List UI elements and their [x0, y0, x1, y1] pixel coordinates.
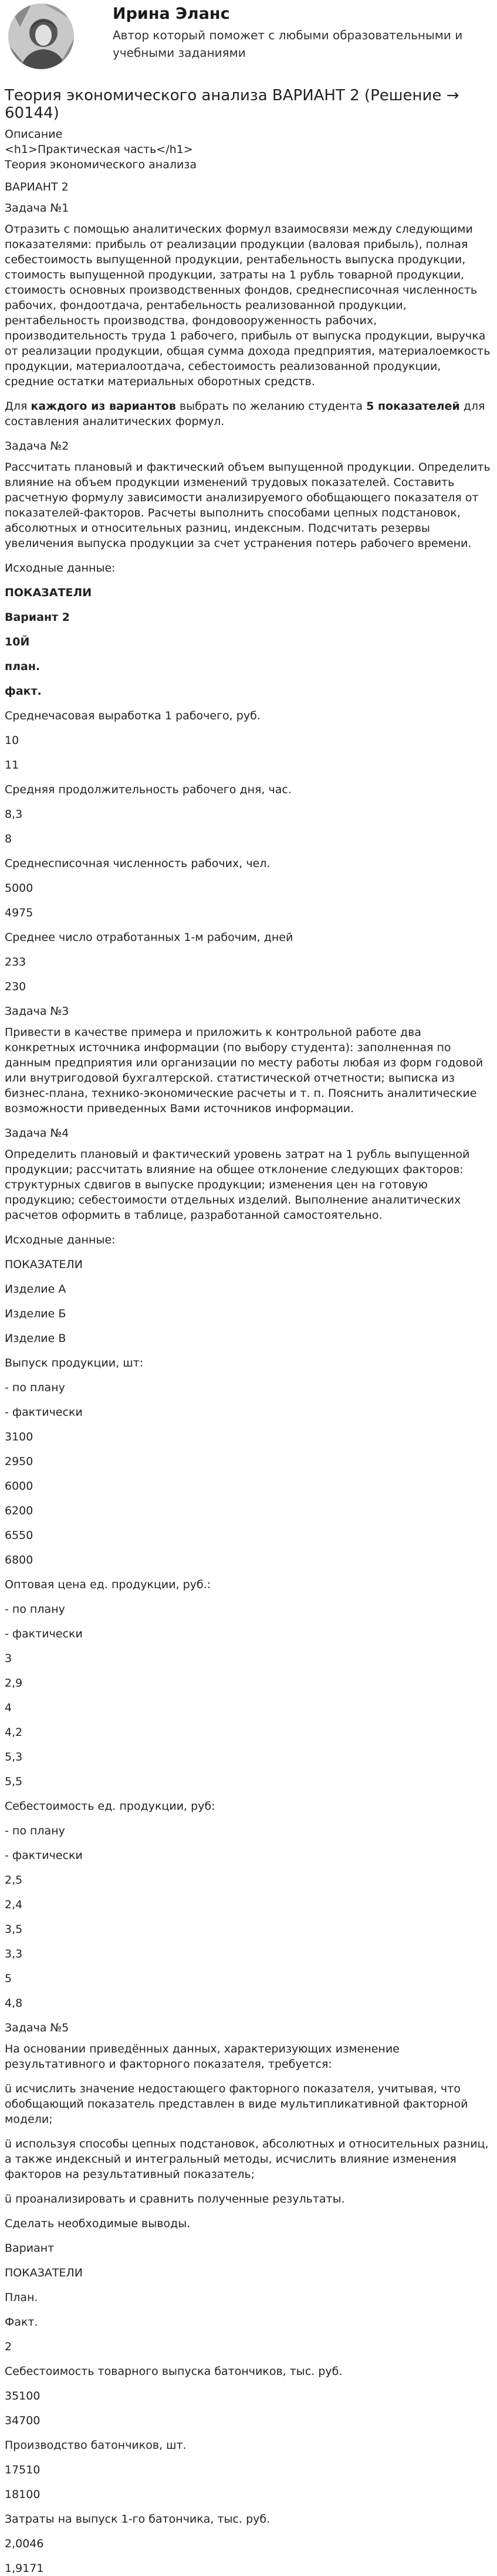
table-cell-plan: 233	[5, 956, 26, 968]
page-title: Теория экономического анализа ВАРИАНТ 2 (Решение → 60144)	[5, 87, 459, 122]
task-2-source-label: Исходные данные:	[5, 562, 116, 575]
task-5-label: Задача №5	[5, 2021, 69, 2034]
group-fact-label: - фактически	[5, 1406, 83, 1419]
author-avatar[interactable]	[8, 4, 74, 69]
table-header-variant: Вариант	[5, 2242, 55, 2255]
description-label: Описание	[5, 128, 63, 141]
task-3-label: Задача №3	[5, 1005, 69, 1018]
subject-title: Теория экономического анализа	[5, 158, 197, 171]
table-cell: 3,5	[5, 1923, 23, 1936]
author-card	[5, 0, 492, 75]
table-cell: 2950	[5, 1455, 33, 1468]
table-cell: 3100	[5, 1430, 33, 1443]
table-cell-plan: 8,3	[5, 808, 23, 821]
table-variant-number: 2	[5, 2340, 12, 2353]
group-title: Оптовая цена ед. продукции, руб.:	[5, 1578, 211, 1591]
table-cell-fact: 230	[5, 980, 26, 993]
group-plan-label: - по плану	[5, 1381, 65, 1394]
table-row-name: Себестоимость товарного выпуска батончиков, тыс. руб.	[5, 2365, 343, 2378]
task-5-conclusion: Сделать необходимые выводы.	[5, 2217, 191, 2230]
table-cell-fact: 18100	[5, 2488, 40, 2501]
table-cell: 4,8	[5, 1997, 23, 2010]
table-cell: 3	[5, 1652, 12, 1665]
author-info	[113, 4, 465, 62]
table-cell: 4,2	[5, 1726, 23, 1739]
table-cell-fact: 8	[5, 832, 12, 845]
table-cell: 2,9	[5, 1677, 23, 1690]
task-3-text: Привести в качестве примера и приложить к контрольной работе два конкретных источника информации (по выбору студента): заполненная по данным предприятия или организации по месту работы любая из форм годовой или внутригодовой бухгалтерской. статистической отчетности; выписка из бизнес-плана, технико-экономические расчеты и т. п. Пояснить аналитические возможности приведенных Вами источников информации.	[5, 1026, 484, 1115]
table-row-name: Среднечасовая выработка 1 рабочего, руб.	[5, 709, 261, 722]
table-header-plan: План.	[5, 2291, 38, 2304]
group-plan-label: - по плану	[5, 1824, 65, 1837]
table-header-fact: факт.	[5, 685, 42, 698]
raw-heading-text: <h1>Практическая часть</h1>	[5, 143, 193, 156]
table-cell-plan: 10	[5, 734, 19, 747]
table-cell-fact: 11	[5, 759, 19, 772]
table-header-indicators: ПОКАЗАТЕЛИ	[5, 1258, 83, 1271]
table-header-plan: план.	[5, 660, 40, 673]
task-4-label: Задача №4	[5, 1127, 69, 1140]
table-header-indicators: ПОКАЗАТЕЛИ	[5, 586, 92, 599]
table-cell: 4	[5, 1701, 12, 1714]
table-cell: 6000	[5, 1480, 33, 1493]
table-header-variant: Вариант 2	[5, 611, 70, 624]
product-label: Изделие А	[5, 1283, 66, 1296]
table-row-name: Производство батончиков, шт.	[5, 2439, 187, 2452]
task-5-item: ü проанализировать и сравнить полученные результаты.	[5, 2193, 345, 2205]
table-cell-fact: 4975	[5, 906, 33, 919]
product-label: Изделие Б	[5, 1307, 66, 1320]
group-title: Выпуск продукции, шт:	[5, 1357, 144, 1369]
table-cell: 6550	[5, 1529, 33, 1542]
task-1-text: Отразить с помощью аналитических формул взаимосвязи между следующими показателями: прибыль от реализации продукции (валовая прибыль), полная себестоимость выпущенной продукции, рентабельность выпуска продукции, стоимость выпущенной продукции, затраты на 1 рубль товарной продукции, стоимость основных производственных фондов, среднесписочная численность рабочих, фондоотдача, рентабельность реализованной продукции, рентабельность производства, фондовооруженность рабочих, производительность труда 1 рабочего, прибыль от выпуска продукции, выручка от реализации продукции, общая сумма дохода предприятия, материалоемкость продукции, материалоотдача, себестоимость реализованной продукции, средние остатки материальных оборотных средств.	[5, 223, 491, 388]
author-description: Автор который поможет с любыми образовательными и учебными заданиями	[113, 28, 463, 60]
task-4-text: Определить плановый и фактический уровень затрат на 1 рубль выпущенной продукции; рассчитать влияние на общее отклонение следующих факторов: структурных сдвигов в выпуске продукции; изменения цен на готовую продукцию; себестоимости отдельных изделий. Выполнение аналитических расчетов оформить в таблице, разработанной самостоятельно.	[5, 1148, 470, 1222]
table-row-name: Средняя продолжительность рабочего дня, час.	[5, 783, 292, 796]
task-1-label: Задача №1	[5, 202, 69, 215]
group-fact-label: - фактически	[5, 1627, 83, 1640]
variant-label: ВАРИАНТ 2	[5, 181, 69, 193]
task-4-source-label: Исходные данные:	[5, 1233, 116, 1246]
table-header-10y: 10Й	[5, 635, 30, 648]
table-cell: 2,4	[5, 1898, 23, 1911]
table-cell: 5,5	[5, 1775, 23, 1788]
table-header-fact: Факт.	[5, 2316, 38, 2329]
task-5-item: ü исчислить значение недостающего факторного показателя, учитывая, что обобщающий показатель представлен в виде мультипликативной факторной модели;	[5, 2082, 468, 2126]
avatar-image-icon	[8, 4, 74, 69]
table-row-name: Среднесписочная численность рабочих, чел.	[5, 857, 271, 870]
table-cell-plan: 17510	[5, 2463, 40, 2476]
author-name[interactable]: Ирина Эланс	[113, 5, 230, 23]
group-plan-label: - по плану	[5, 1603, 65, 1616]
table-cell: 5,3	[5, 1751, 23, 1763]
task-2-label: Задача №2	[5, 440, 69, 453]
table-cell-plan: 2,0046	[5, 2537, 44, 2550]
table-cell-plan: 35100	[5, 2390, 40, 2402]
table-cell-fact: 34700	[5, 2414, 40, 2427]
table-cell: 5	[5, 1972, 12, 1985]
group-fact-label: - фактически	[5, 1849, 83, 1862]
table-cell-plan: 5000	[5, 882, 33, 895]
task-2-text: Рассчитать плановый и фактический объем выпущенной продукции. Определить влияние на объем продукции изменений трудовых показателей. Составить расчетную формулу зависимости анализируемого обобщающего показателя от показателей-факторов. Расчеты выполнить способами цепных подстановок, абсолютных и относительных разниц, индексным. Подсчитать резервы увеличения выпуска продукции за счет устранения потерь рабочего времени.	[5, 461, 491, 550]
table-row-name: Среднее число отработанных 1-м рабочим, дней	[5, 931, 293, 944]
table-cell: 6200	[5, 1504, 33, 1517]
table-cell-fact: 1,9171	[5, 2562, 44, 2575]
task-1-note: Для каждого из вариантов выбрать по желанию студента 5 показателей для составления аналитических формул.	[5, 400, 485, 428]
table-cell: 6800	[5, 1554, 33, 1566]
table-cell: 2,5	[5, 1874, 23, 1887]
task-5-item: ü используя способы цепных подстановок, абсолютных и относительных разниц, а также индексный и интегральный методы, исчислить влияние изменения факторов на результативный показатель;	[5, 2137, 489, 2181]
table-cell: 3,3	[5, 1948, 23, 1960]
product-label: Изделие В	[5, 1332, 66, 1345]
table-row-name: Затраты на выпуск 1-го батончика, тыс. руб.	[5, 2513, 271, 2526]
table-header-indicators: ПОКАЗАТЕЛИ	[5, 2266, 83, 2279]
group-title: Себестоимость ед. продукции, руб:	[5, 1800, 215, 1813]
task-5-text: На основании приведённых данных, характеризующих изменение результативного и факторного показателя, требуется:	[5, 2043, 400, 2071]
